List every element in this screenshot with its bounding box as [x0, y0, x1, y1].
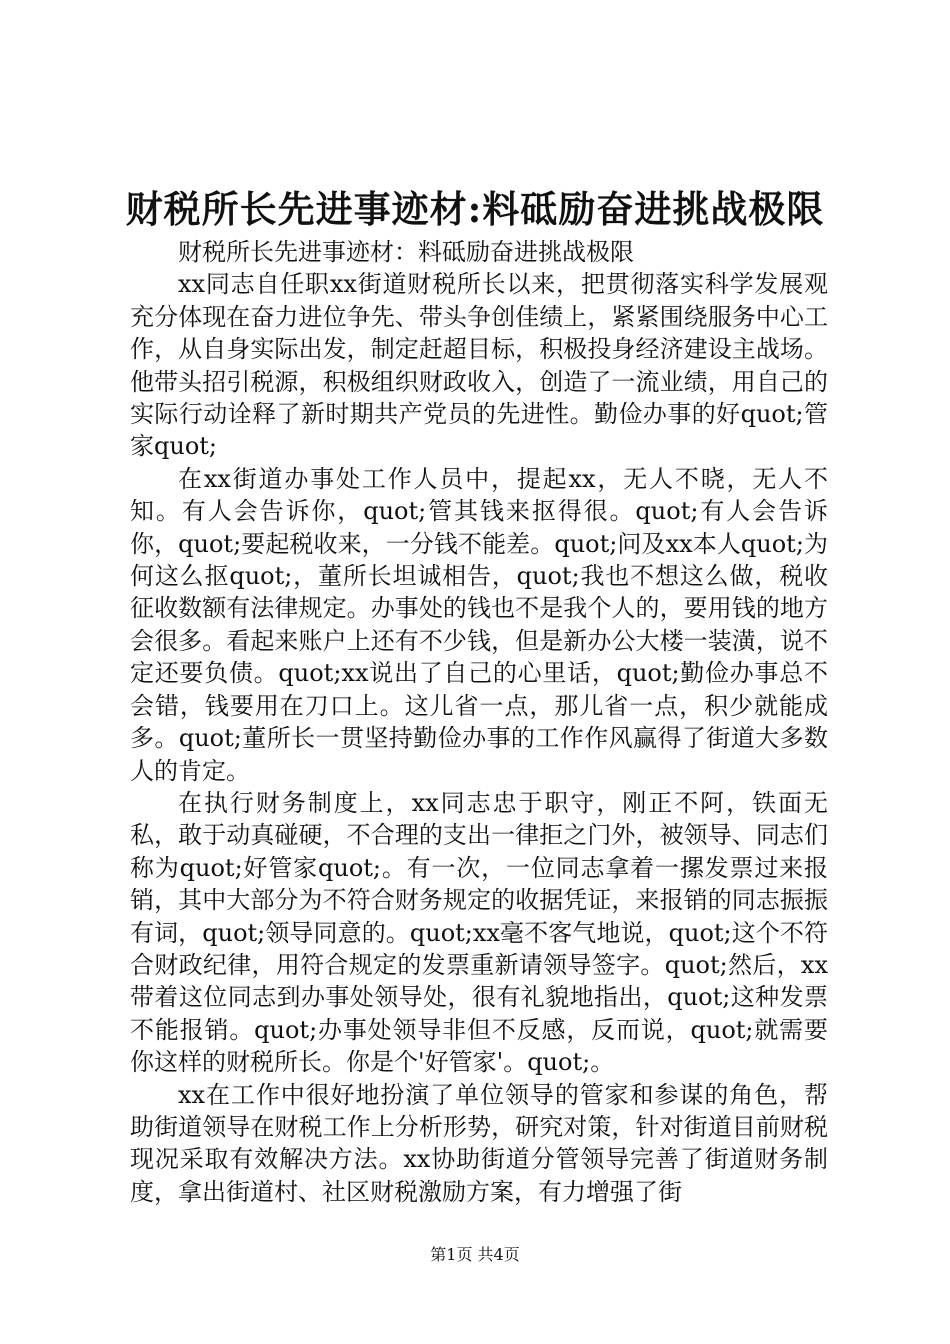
document-body: [130, 236, 828, 1208]
paragraph: xx同志自任职xx街道财税所长以来，把贯彻落实科学发展观充分体现在奋力进位争先、带头争创佳绩上，紧紧围绕服务中心工作，从自身实际出发，制定赶超目标，积极投身经济建设主战场。他带头招引税源，积极组织财政收入，创造了一流业绩，用自己的实际行动诠释了新时期共产党员的先进性。勤俭办事的好quot;管家quot;: [130, 270, 828, 461]
page-number-footer: 第1页 共4页: [430, 1245, 520, 1264]
paragraph: xx在工作中很好地扮演了单位领导的管家和参谋的角色，帮助街道领导在财税工作上分析形势，研究对策，针对街道目前财税现况采取有效解决方法。xx协助街道分管领导完善了街道财务制度，拿出街道村、社区财税激励方案，有力增强了街: [130, 1080, 828, 1206]
paragraph: 在xx街道办事处工作人员中，提起xx，无人不晓，无人不知。有人会告诉你，quot;管其钱来抠得很。quot;有人会告诉你，quot;要起税收来，一分钱不能差。quot;问及xx本人quot;为何这么抠quot;，董所长坦诚相告，quot;我也不想这么做，税收征收数额有法律规定。办事处的钱也不是我个人的，要用钱的地方会很多。看起来账户上还有不少钱，但是新办公大楼一装潢，说不定还要负债。quot;xx说出了自己的心里话，quot;勤俭办事总不会错，钱要用在刀口上。这儿省一点，那儿省一点，积少就能成多。quot;董所长一贯坚持勤俭办事的工作作风赢得了街道大多数人的肯定。: [130, 464, 828, 785]
paragraph: 在执行财务制度上，xx同志忠于职守，刚正不阿，铁面无私，敢于动真碰硬，不合理的支出一律拒之门外，被领导、同志们称为quot;好管家quot;。有一次，一位同志拿着一摞发票过来报销，其中大部分为不符合财务规定的收据凭证，来报销的同志振振有词，quot;领导同意的。quot;xx毫不客气地说，quot;这个不符合财政纪律，用符合规定的发票重新请领导签字。quot;然后，xx带着这位同志到办事处领导处，很有礼貌地指出，quot;这种发票不能报销。quot;办事处领导非但不反感，反而说，quot;就需要你这样的财税所长。你是个'好管家'。quot;。: [130, 788, 828, 1077]
document-title: 财税所长先进事迹材:料砥励奋进挑战极限: [125, 187, 825, 231]
paragraph-subtitle: 财税所长先进事迹材：料砥励奋进挑战极限: [178, 238, 634, 266]
